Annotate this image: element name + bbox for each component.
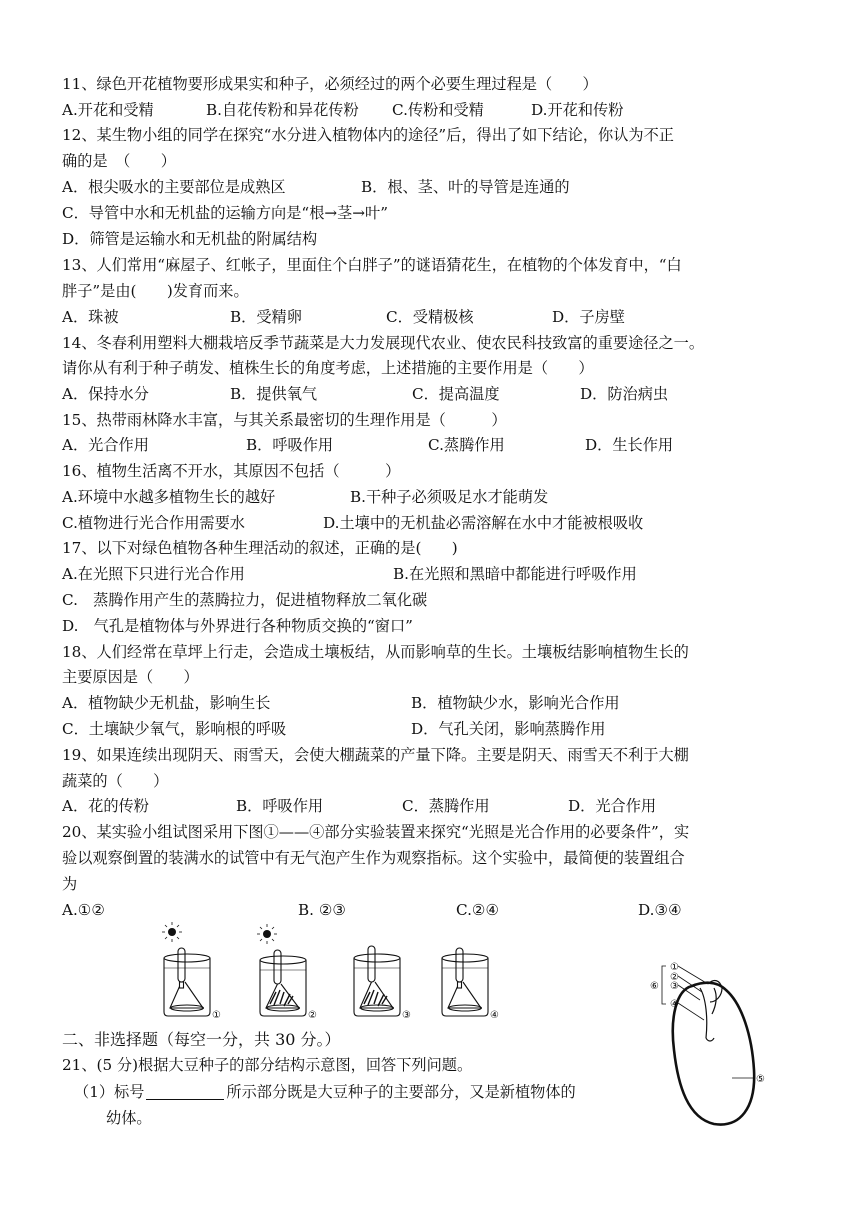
soybean-seed-diagram [636,958,786,1130]
seed-label-2: ② [670,972,679,983]
q16-option-b: B.干种子必须吸足水才能萌发 [350,488,549,506]
q12-option-c: C．导管中水和无机盐的运输方向是“根→茎→叶” [62,204,388,222]
q20-option-d: D.③④ [638,901,682,919]
q13-option-c: C．受精极核 [386,308,474,326]
q18-stem-line2: 主要原因是（ ） [62,668,199,686]
q12-option-b: B．根、茎、叶的导管是连通的 [361,178,570,196]
q11-option-b: B.自花传粉和异花传粉 [206,101,359,119]
q18-option-c: C．土壤缺少氧气，影响根的呼吸 [62,720,287,738]
q20-option-b: B. ②③ [298,901,347,919]
q15-option-a: A．光合作用 [62,436,149,454]
q20-stem-line1: 20、某实验小组试图采用下图①——④部分实验装置来探究“光照是光合作用的必要条件”，实 [62,823,690,841]
q16-option-c: C.植物进行光合作用需要水 [62,514,245,532]
q21-stem: 21、(5 分)根据大豆种子的部分结构示意图，回答下列问题。 [62,1056,473,1074]
apparatus-label-4: ④ [490,1010,499,1021]
q13-stem-line1: 13、人们常用“麻屋子、红帐子，里面住个白胖子”的谜语猜花生，在植物的个体发育中，“白 [62,256,682,274]
q14-option-c: C．提高温度 [412,385,500,403]
q21-part1-line2: 幼体。 [106,1109,152,1127]
q15-stem: 15、热带雨林降水丰富，与其关系最密切的生理作用是（ ） [62,411,507,429]
q14-option-a: A．保持水分 [62,385,149,403]
q18-option-b: B．植物缺少水，影响光合作用 [411,694,620,712]
q17-stem: 17、以下对绿色植物各种生理活动的叙述，正确的是( ) [62,539,458,557]
seed-label-4: ④ [670,999,679,1010]
q17-option-c: C. 蒸腾作用产生的蒸腾拉力，促进植物释放二氧化碳 [62,591,428,609]
q17-option-d: D. 气孔是植物体与外界进行各种物质交换的“窗口” [62,617,413,635]
q16-stem: 16、植物生活离不开水，其原因不包括（ ） [62,462,401,480]
q20-option-a: A.①② [62,901,106,919]
q18-option-a: A．植物缺少无机盐，影响生长 [62,694,271,712]
apparatus-label-2: ② [308,1010,317,1021]
q12-option-d: D．筛管是运输水和无机盐的附属结构 [62,230,318,248]
q15-option-d: D．生长作用 [585,436,674,454]
q19-option-d: D．光合作用 [568,797,657,815]
q13-stem-line2: 胖子”是由( )发育而来。 [62,282,249,300]
q20-stem-line3: 为 [62,875,78,893]
q20-stem-line2: 验以观察倒置的装满水的试管中有无气泡产生作为观察指标。这个实验中，最简便的装置组合 [62,849,685,867]
q19-option-b: B．呼吸作用 [236,797,324,815]
q15-option-c: C.蒸腾作用 [428,436,505,454]
q12-option-a: A．根尖吸水的主要部位是成熟区 [62,178,286,196]
apparatus-2 [260,950,306,1016]
seed-label-3: ③ [670,981,679,992]
q14-stem-line2: 请你从有利于种子萌发、植株生长的角度考虑，上述措施的主要作用是（ ） [62,359,594,377]
q21-answer-blank-1[interactable] [146,1083,224,1100]
q21-part1-before: （1）标号 [74,1083,145,1101]
q17-option-a: A.在光照下只进行光合作用 [62,565,245,583]
q17-option-b: B.在光照和黑暗中都能进行呼吸作用 [393,565,637,583]
q11-option-c: C.传粉和受精 [392,101,484,119]
seed-label-1: ① [670,962,679,973]
q14-option-b: B．提供氧气 [230,385,318,403]
q16-option-d: D.土壤中的无机盐必需溶解在水中才能被根吸收 [323,514,644,532]
q13-option-a: A．珠被 [62,308,119,326]
apparatus-label-3: ③ [402,1010,411,1021]
seed-label-5: ⑤ [756,1074,765,1085]
q16-option-a: A.环境中水越多植物生长的越好 [62,488,276,506]
seed-outline [673,983,754,1125]
q20-apparatus-figure [150,920,510,1024]
q12-stem-line2: 确的是 （ ） [62,152,176,170]
q19-stem-line1: 19、如果连续出现阴天、雨雪天，会使大棚蔬菜的产量下降。主要是阴天、雨雪天不利于大棚 [62,746,689,764]
q11-stem: 11、绿色开花植物要形成果实和种子，必须经过的两个必要生理过程是（ ） [62,75,598,93]
apparatus-4 [442,948,488,1016]
q13-option-b: B．受精卵 [230,308,302,326]
apparatus-3 [354,946,400,1016]
seed-label-6: ⑥ [650,981,659,992]
apparatus-label-1: ① [212,1010,221,1021]
q11-option-a: A.开花和受精 [62,101,154,119]
q14-option-d: D．防治病虫 [580,385,669,403]
q13-option-d: D．子房壁 [552,308,625,326]
q21-part1 [74,1081,576,1103]
q12-stem-line1: 12、某生物小组的同学在探究“水分进入植物体内的途径”后，得出了如下结论，你认为不正 [62,126,674,144]
q14-stem-line1: 14、冬春利用塑料大棚栽培反季节蔬菜是大力发展现代农业、使农民科技致富的重要途径之一。 [62,334,705,352]
sun-icon [162,922,182,942]
q18-stem-line1: 18、人们经常在草坪上行走，会造成土壤板结，从而影响草的生长。土壤板结影响植物生长的 [62,643,689,661]
sun-icon [257,924,277,944]
apparatus-1 [164,948,210,1016]
section2-title: 二、非选择题（每空一分，共 30 分。） [62,1030,341,1049]
q19-stem-line2: 蔬菜的（ ） [62,772,169,790]
q18-option-d: D．气孔关闭，影响蒸腾作用 [411,720,606,738]
q11-option-d: D.开花和传粉 [531,101,624,119]
q19-option-a: A．花的传粉 [62,797,149,815]
q21-part1-after: 所示部分既是大豆种子的主要部分，又是新植物体的 [226,1083,576,1101]
q20-option-c: C.②④ [456,901,500,919]
q15-option-b: B．呼吸作用 [246,436,334,454]
q19-option-c: C．蒸腾作用 [402,797,490,815]
